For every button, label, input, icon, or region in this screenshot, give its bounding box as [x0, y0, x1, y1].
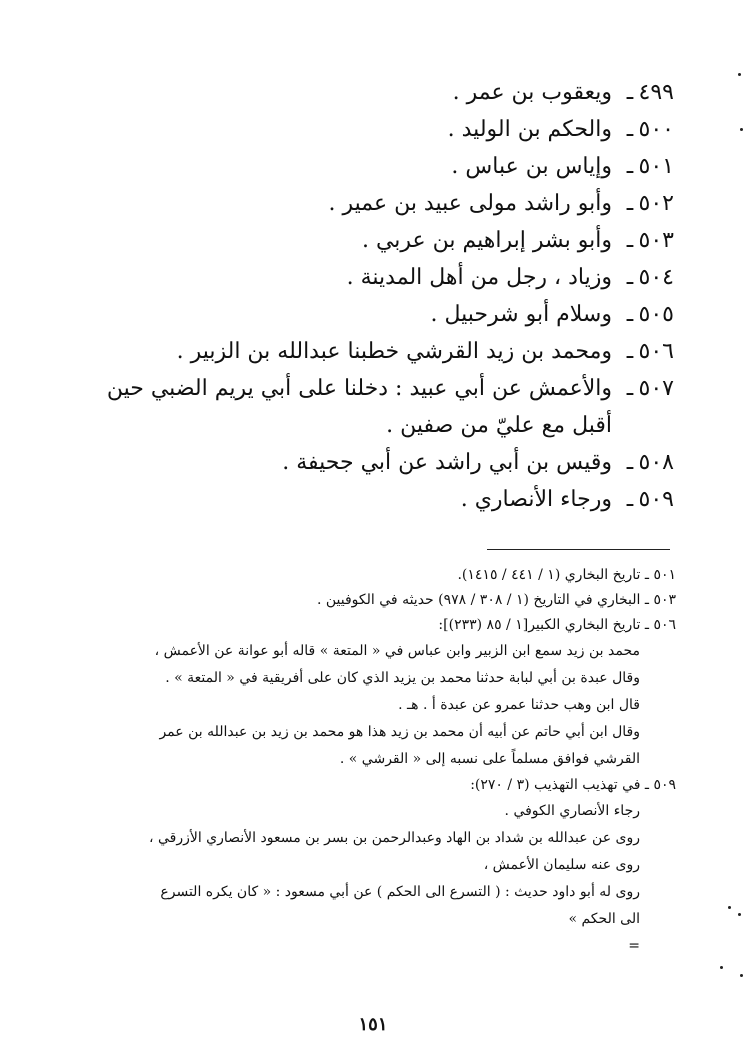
footnote-line: الى الحكم » — [568, 911, 640, 927]
entry-number: ٤٩٩ — [638, 80, 674, 105]
scan-speck — [740, 128, 743, 131]
list-item: ٥٠٦ ـ ومحمد بن زيد القرشي خطبنا عبدالله بن الزبير . — [176, 339, 674, 364]
scan-speck — [740, 974, 743, 977]
entry-text: وإياس بن عباس . — [451, 154, 612, 179]
footnote-line: قال ابن وهب حدثنا عمرو عن عبدة أ . هـ . — [398, 697, 640, 713]
entry-number: ٥٠٧ — [638, 376, 674, 401]
footnote-509: ٥٠٩ ـ في تهذيب التهذيب (٣ / ٢٧٠): — [470, 777, 676, 793]
scan-speck — [720, 966, 723, 969]
scan-speck — [738, 913, 741, 916]
entry-text: وزياد ، رجل من أهل المدينة . — [346, 265, 612, 290]
entry-number: ٥٠٠ — [638, 117, 674, 142]
entry-number: ٥٠٣ — [638, 228, 674, 253]
footnotes — [56, 563, 676, 960]
entry-text: وقيس بن أبي راشد عن أبي جحيفة . — [282, 450, 612, 475]
list-item: ٥٠٣ ـ وأبو بشر إبراهيم بن عربي . — [361, 228, 674, 253]
list-item: ٥٠٢ ـ وأبو راشد مولى عبيد بن عمير . — [328, 191, 674, 216]
list-item: ٥٠٧ ـ والأعمش عن أبي عبيد : دخلنا على أبي يريم الضبي حين — [106, 376, 674, 401]
footnote-line: وقال عبدة بن أبي لبابة حدثنا محمد بن يزيد الذي كان على أفريقية في « المتعة » . — [165, 670, 640, 686]
entry-text: وسلام أبو شرحبيل . — [430, 302, 612, 327]
entry-number: ٥٠٤ — [638, 265, 674, 290]
footnote-line: روى عنه سليمان الأعمش ، — [483, 857, 640, 873]
scan-speck — [728, 906, 731, 909]
list-item: ٥٠٨ ـ وقيس بن أبي راشد عن أبي جحيفة . — [282, 450, 674, 475]
entry-number: ٥٠٩ — [638, 487, 674, 512]
entry-number: ٥٠٥ — [638, 302, 674, 327]
entry-number: ٥٠١ — [638, 154, 674, 179]
footnote-line: روى له أبو داود حديث : ( التسرع الى الحكم ) عن أبي مسعود : « كان يكره التسرع — [160, 884, 640, 900]
entry-text: ويعقوب بن عمر . — [452, 80, 612, 105]
list-item: ٥٠٤ ـ وزياد ، رجل من أهل المدينة . — [346, 265, 674, 290]
entry-list — [94, 80, 674, 524]
footnote-506: ٥٠٦ ـ تاريخ البخاري الكبير[١ / ٨٥ (٢٣٣)]: — [438, 617, 676, 633]
list-item: ٤٩٩ ـ ويعقوب بن عمر . — [452, 80, 674, 105]
entry-continuation: أقبل مع عليّ من صفين . — [386, 413, 612, 438]
list-item: ٥٠٥ ـ وسلام أبو شرحبيل . — [430, 302, 674, 327]
entry-text: والأعمش عن أبي عبيد : دخلنا على أبي يريم الضبي حين — [106, 376, 612, 401]
entry-text: ورجاء الأنصاري . — [460, 487, 612, 512]
footnote-line: القرشي فوافق مسلماً على نسبه إلى « القرشي » . — [339, 751, 640, 767]
list-item: ٥٠٩ ـ ورجاء الأنصاري . — [460, 487, 674, 512]
entry-text: وأبو بشر إبراهيم بن عربي . — [361, 228, 612, 253]
entry-number: ٥٠٢ — [638, 191, 674, 216]
entry-text: وأبو راشد مولى عبيد بن عمير . — [328, 191, 612, 216]
entry-text: ومحمد بن زيد القرشي خطبنا عبدالله بن الزبير . — [176, 339, 612, 364]
entry-number: ٥٠٦ — [638, 339, 674, 364]
footnote-line: رجاء الأنصاري الكوفي . — [504, 803, 640, 819]
footnote-501: ٥٠١ ـ تاريخ البخاري (١ / ٤٤١ / ١٤١٥). — [457, 567, 676, 583]
list-item: ٥٠٠ ـ والحكم بن الوليد . — [447, 117, 674, 142]
continuation-mark: = — [628, 938, 640, 954]
footnote-line: روى عن عبدالله بن شداد بن الهاد وعبدالرحمن بن بسر بن مسعود الأنصاري الأزرقي ، — [148, 830, 640, 846]
entry-number: ٥٠٨ — [638, 450, 674, 475]
entry-text: والحكم بن الوليد . — [447, 117, 612, 142]
footnote-503: ٥٠٣ ـ البخاري في التاريخ (١ / ٣٠٨ / ٩٧٨) حديثه في الكوفيين . — [316, 592, 676, 608]
page-number: ١٥١ — [358, 1014, 388, 1035]
scan-speck — [738, 73, 741, 76]
list-item: ٥٠١ ـ وإياس بن عباس . — [451, 154, 674, 179]
footnote-divider — [487, 549, 670, 550]
footnote-line: وقال ابن أبي حاتم عن أبيه أن محمد بن زيد هذا هو محمد بن زيد بن عبدالله بن عمر — [159, 724, 640, 740]
footnote-line: محمد بن زيد سمع ابن الزبير وابن عباس في « المتعة » قاله أبو عوانة عن الأعمش ، — [154, 643, 640, 659]
